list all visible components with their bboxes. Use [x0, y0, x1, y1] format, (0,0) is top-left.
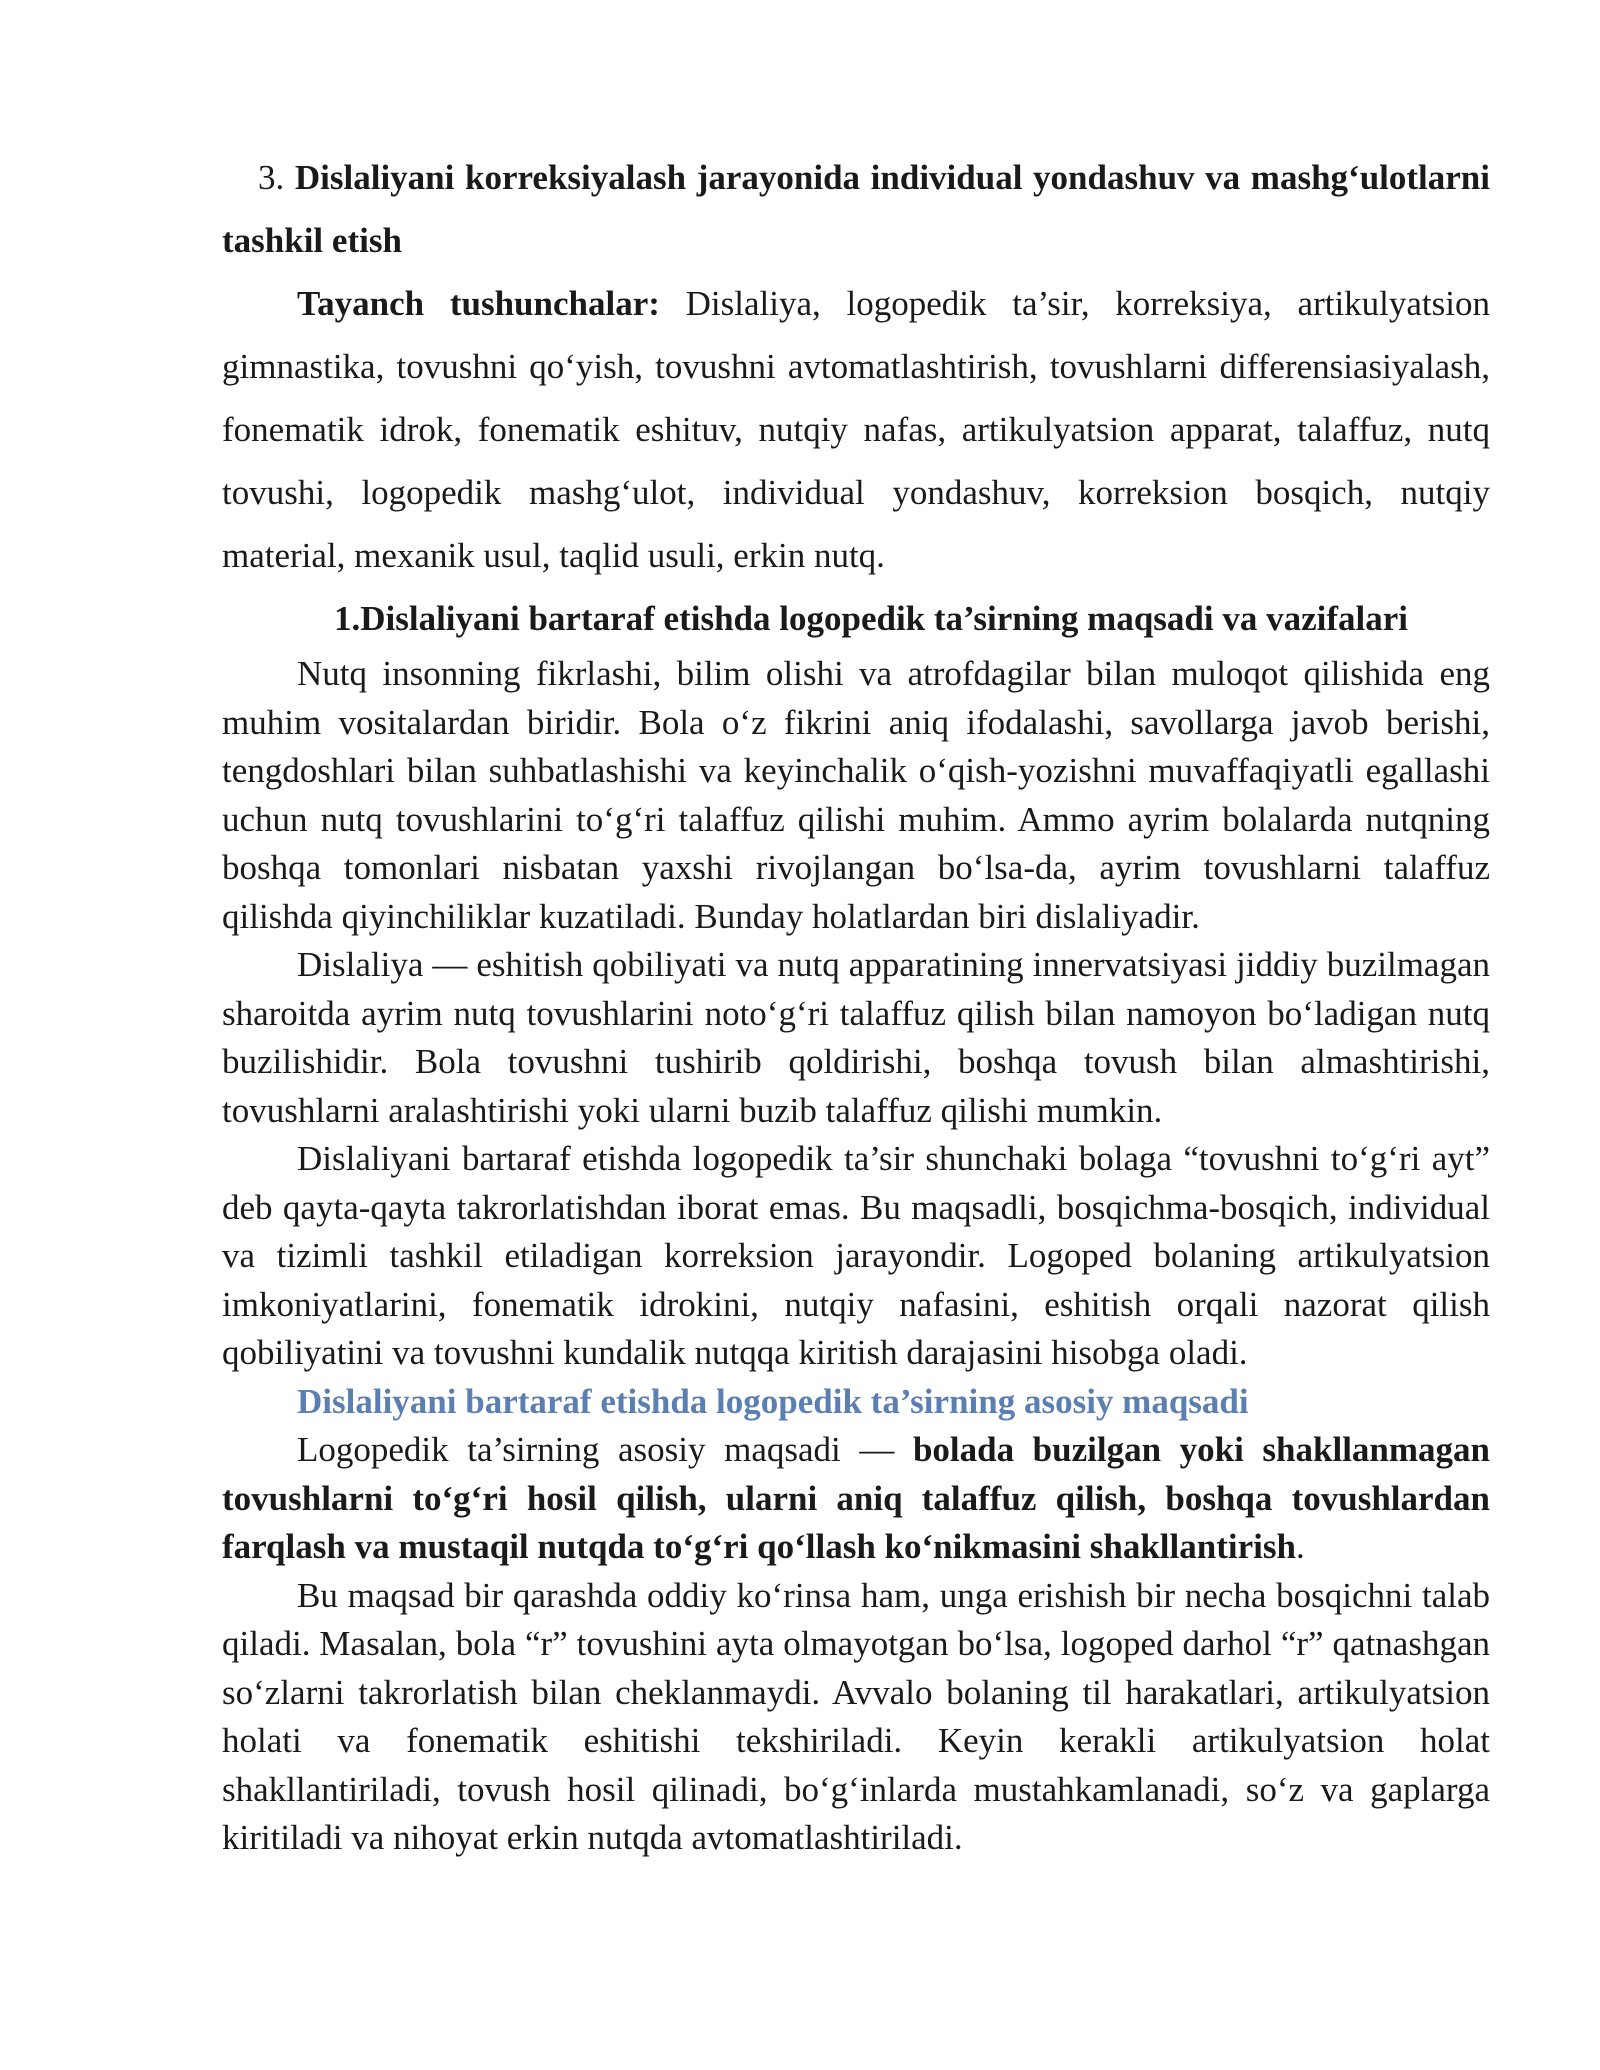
keywords-text: Dislaliya, logopedik ta’sir, korreksiya, artikulyatsion gimnastika, tovushni qo‘yish, tovushni avtomatlashtirish, tovushlarni differensiasiyalash, fonematik idrok, fonematik eshituv, nutqiy nafas, artikulyatsion apparat, talaffuz, nutq tovushi, logopedik mashg‘ulot, individual yondashuv, korreksion bosqich, nutqiy material, mexanik usul, taqlid usuli, erkin nutq.	[222, 284, 1490, 575]
document-page	[222, 146, 1490, 1863]
subheading: Dislaliyani bartaraf etishda logopedik ta’sirning asosiy maqsadi	[297, 1381, 1249, 1421]
goal-end: .	[1295, 1527, 1305, 1566]
goal-intro: Logopedik ta’sirning asosiy maqsadi —	[297, 1430, 913, 1469]
section-title: 1.Dislaliyani bartaraf etishda logopedik ta’sirning maqsadi va vazifalari	[333, 599, 1409, 638]
keywords-label: Tayanch tushunchalar:	[297, 284, 660, 323]
paragraph-2: Dislaliya — eshitish qobiliyati va nutq apparatining innervatsiyasi jiddiy buzilmagan sharoitda ayrim nutq tovushlarini noto‘g‘ri talaffuz qilish bilan namoyon bo‘ladigan nutq buzilishidir. Bola tovushni tushirib qoldirishi, boshqa tovush bilan almashtirishi, tovushlarni aralashtirishi yoki ularni buzib talaffuz qilishi mumkin.	[222, 945, 1490, 1130]
keywords-paragraph	[222, 272, 1490, 587]
paragraph-5: Bu maqsad bir qarashda oddiy ko‘rinsa ham, unga erishish bir necha bosqichni talab qiladi. Masalan, bola “r” tovushini ayta olmayotgan bo‘lsa, logoped darhol “r” qatnashgan so‘zlarni takrorlatish bilan cheklanmaydi. Avvalo bolaning til harakatlari, artikulyatsion holati va fonematik eshitishi tekshiriladi. Keyin kerakli artikulyatsion holat shakllantiriladi, tovush hosil qilinadi, bo‘g‘inlarda mustahkamlanadi, so‘z va gaplarga kiritiladi va nihoyat erkin nutqda avtomatlashtiriladi.	[222, 1575, 1490, 1857]
paragraph-3: Dislaliyani bartaraf etishda logopedik ta’sir shunchaki bolaga “tovushni to‘g‘ri ayt” deb qayta-qayta takrorlatishdan iborat emas. Bu maqsadli, bosqichma-bosqich, individual va tizimli tashkil etiladigan korreksion jarayondir. Logoped bolaning artikulyatsion imkoniyatlarini, fonematik idrokini, nutqiy nafasini, eshitish orqali nazorat qilish qobiliyatini va tovushni kundalik nutqqa kiritish darajasini hisobga oladi.	[222, 1139, 1490, 1372]
chapter-title: Dislaliyani korreksiyalash jarayonida individual yondashuv va mashg‘ulotlarni tashkil etish	[222, 158, 1490, 260]
chapter-heading	[222, 146, 1490, 272]
chapter-number: 3.	[258, 158, 285, 197]
goal-bold: bolada buzilgan yoki shakllanmagan tovushlarni to‘g‘ri hosil qilish, ularni aniq talaffuz qilish, boshqa tovushlardan farqlash va mustaqil nutqda to‘g‘ri qo‘llash ko‘nikmasini shakllantirish	[222, 1430, 1491, 1566]
goal-paragraph	[222, 1426, 1490, 1572]
paragraph-1: Nutq insonning fikrlashi, bilim olishi va atrofdagilar bilan muloqot qilishida eng muhim vositalardan biridir. Bola o‘z fikrini aniq ifodalashi, savollarga javob berishi, tengdoshlari bilan suhbatlashishi va keyinchalik o‘qish-yozishni muvaffaqiyatli egallashi uchun nutq tovushlarini to‘g‘ri talaffuz qilishi muhim. Ammo ayrim bolalarda nutqning boshqa tomonlari nisbatan yaxshi rivojlangan bo‘lsa-da, ayrim tovushlarni talaffuz qilishda qiyinchiliklar kuzatiladi. Bunday holatlardan biri dislaliyadir.	[222, 654, 1490, 936]
